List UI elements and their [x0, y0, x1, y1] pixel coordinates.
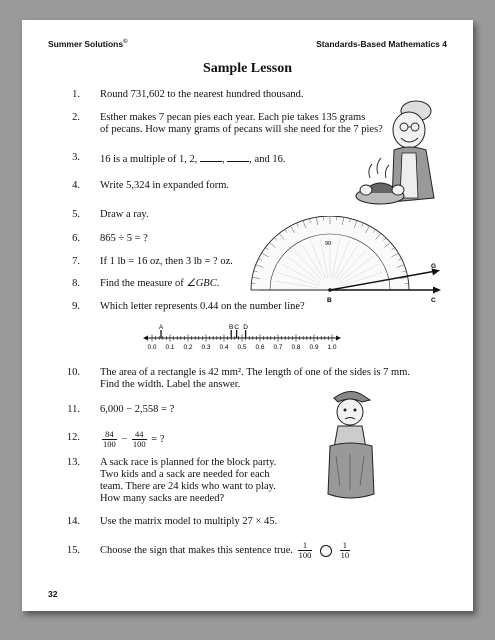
tick-label: 1.0 [327, 344, 337, 351]
fraction-1-10 [340, 541, 351, 560]
header-series [48, 39, 128, 49]
letter-label: A [158, 324, 164, 331]
grandma-baking-illustration [354, 98, 440, 210]
tick-label: 0.1 [165, 344, 175, 351]
tick-label: 0.6 [255, 344, 265, 351]
question-text-line4: How many sacks are needed? [100, 493, 225, 504]
question-text: 6,000 − 2,558 = ? [100, 404, 175, 415]
question-text: Use the matrix model to multiply 27 × 45. [100, 516, 278, 527]
question-text: Draw a ray. [100, 209, 149, 220]
question-number: 7. [72, 256, 80, 267]
question-text-line2: Find the width. Label the answer. [100, 379, 241, 390]
question-text-line1: A sack race is planned for the block party. [100, 457, 277, 468]
answer-blank[interactable] [227, 152, 249, 162]
text-part: Find the measure of [100, 278, 187, 289]
denominator: 100 [298, 550, 312, 560]
letter-label: B [229, 324, 234, 331]
letter-label: D [243, 324, 248, 331]
arrow-right-icon [336, 336, 341, 341]
numerator: 1 [340, 541, 351, 551]
question-text: If 1 lb = 16 oz, then 3 lb = ? oz. [100, 256, 233, 267]
series-title: Summer Solutions [48, 39, 124, 49]
question-text: Which letter represents 0.44 on the number line? [100, 301, 305, 312]
arrow-c-icon [433, 287, 441, 294]
denominator: 100 [132, 439, 146, 449]
tick-label: 0.7 [273, 344, 283, 351]
question-expression [100, 541, 352, 560]
text-part: 16 is a multiple of 1, 2, [100, 154, 198, 165]
question-text [100, 278, 219, 291]
tick-label: 0.9 [309, 344, 319, 351]
numerator: 1 [298, 541, 313, 551]
label-b: B [327, 297, 332, 304]
letter-label: C [234, 324, 239, 331]
question-number: 8. [72, 278, 80, 289]
denominator: 100 [103, 439, 116, 449]
question-number: 13. [66, 457, 80, 468]
operator: − [121, 433, 128, 445]
question-number: 15. [66, 545, 80, 556]
text-part: , and 16. [249, 154, 286, 165]
equals-question: = ? [151, 433, 165, 445]
number-line [142, 318, 342, 354]
arrow-left-icon [143, 336, 148, 341]
question-text: 865 ÷ 5 = ? [100, 233, 148, 244]
question-number: 9. [72, 301, 80, 312]
question-number: 10. [66, 367, 80, 378]
worksheet-page [22, 20, 473, 611]
tick-label: 0.8 [291, 344, 301, 351]
text-part: . [216, 278, 220, 289]
numerator: 84 [102, 430, 117, 440]
tick-label: 0.0 [147, 344, 157, 351]
label-g: G [431, 263, 437, 270]
protractor-diagram [248, 216, 443, 308]
question-text-line3: team. There are 24 kids who want to play. [100, 481, 276, 492]
question-number: 12. [66, 432, 80, 443]
fraction-1-100 [298, 541, 313, 560]
tick-label: 0.5 [237, 344, 247, 351]
question-number: 4. [72, 180, 80, 191]
label-c: C [431, 297, 436, 304]
answer-blank[interactable] [200, 152, 222, 162]
page-number: 32 [48, 589, 58, 599]
question-number: 11. [67, 404, 80, 415]
separator: , [222, 154, 225, 165]
question-text-line1: The area of a rectangle is 42 mm². The length of one of the sides is 7 mm. [100, 367, 410, 378]
question-number: 14. [66, 516, 80, 527]
question-text [100, 152, 285, 167]
vertex-b [328, 288, 332, 292]
label-90: 90 [325, 241, 332, 247]
numerator: 44 [132, 430, 147, 440]
page-title: Sample Lesson [202, 61, 293, 76]
tick-label: 0.3 [201, 344, 211, 351]
question-number: 3. [72, 152, 80, 163]
question-text: Choose the sign that makes this sentence true. [100, 544, 294, 556]
question-number: 6. [72, 233, 80, 244]
header-book: Standards-Based Mathematics 4 [316, 39, 447, 49]
question-text-line1: Esther makes 7 pecan pies each year. Each pie takes 135 grams [100, 112, 366, 123]
comparison-circle[interactable] [320, 545, 332, 557]
denominator: 10 [340, 550, 350, 560]
question-text-line2: Two kids and a sack are needed for each [100, 469, 270, 480]
fraction-84-100 [102, 430, 117, 449]
question-text-line2: of pecans. How many grams of pecans will she need for the 7 pies? [100, 124, 383, 135]
question-number: 5. [72, 209, 80, 220]
tick-label: 0.4 [219, 344, 229, 351]
fraction-44-100 [132, 430, 147, 449]
copyright-mark: © [123, 39, 128, 46]
tick-label: 0.2 [183, 344, 193, 351]
question-text: Round 731,602 to the nearest hundred thousand. [100, 89, 304, 100]
boy-in-sack-illustration [320, 386, 380, 502]
question-number: 2. [72, 112, 80, 123]
question-text: Write 5,324 in expanded form. [100, 180, 230, 191]
angle-label: ∠GBC [186, 278, 217, 289]
question-expression [100, 430, 165, 449]
question-number: 1. [72, 89, 80, 100]
